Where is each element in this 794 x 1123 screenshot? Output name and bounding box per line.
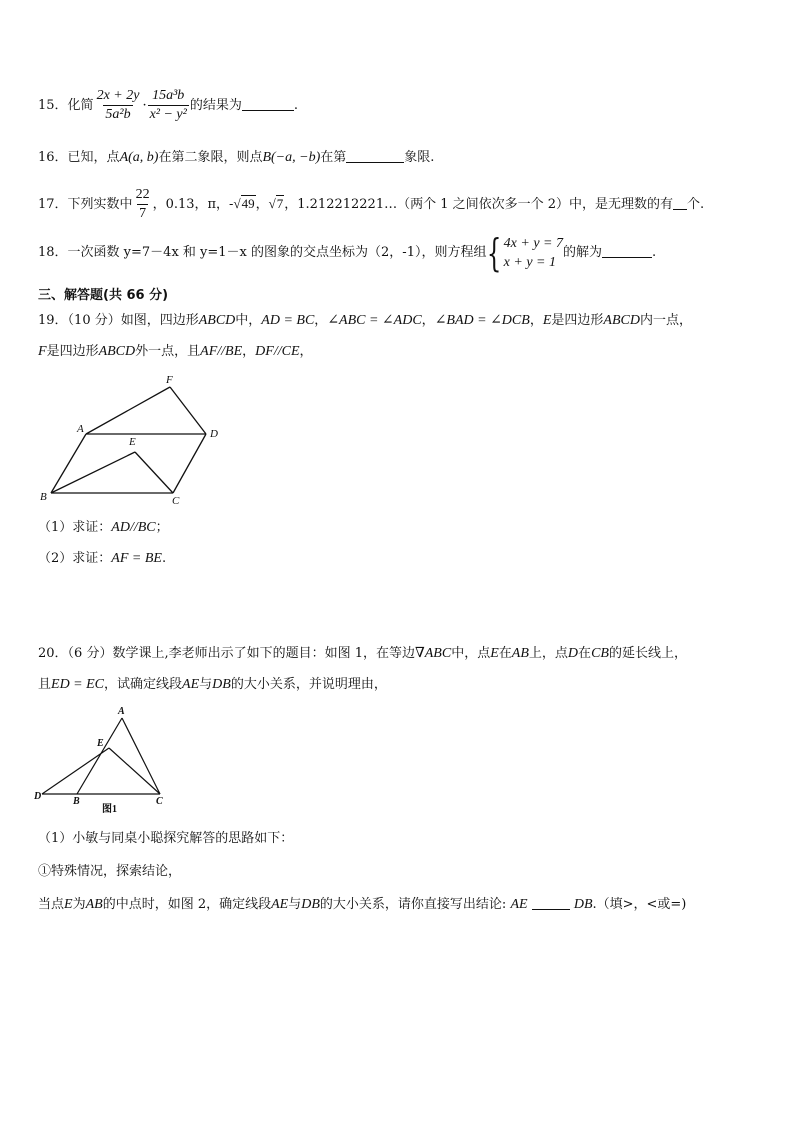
- edge-df: [170, 387, 206, 434]
- question-text: （1）求证：: [38, 520, 112, 535]
- question-19-part-2: [38, 549, 166, 569]
- question-text: 在: [498, 646, 512, 661]
- math: ∠BAD = ∠DCB: [434, 313, 530, 328]
- math: E: [64, 897, 73, 912]
- question-text: 在第: [320, 150, 347, 165]
- label-d: D: [34, 791, 42, 802]
- question-text: 个.: [687, 197, 705, 212]
- question-text: 19．（10 分）如图，四边形: [38, 313, 199, 328]
- question-number: 16．: [38, 150, 68, 165]
- question-number: 17．: [38, 197, 68, 212]
- question-20-line-2: [38, 675, 387, 695]
- sqrt-49: √49: [233, 196, 255, 211]
- figure-20-triangle: [34, 704, 174, 814]
- edge-ce: [135, 452, 173, 493]
- question-number: 18．: [38, 245, 68, 260]
- separator: ；: [155, 520, 169, 535]
- separator: ，: [421, 313, 435, 328]
- question-20-line-3: [38, 895, 686, 915]
- figure-caption: 图1: [102, 804, 117, 814]
- question-text: 的中点时，如图 2，确定线段: [102, 897, 272, 912]
- math: AE: [271, 897, 289, 912]
- math: D: [567, 646, 579, 661]
- edge-de: [42, 748, 109, 794]
- math: DB: [212, 677, 231, 692]
- point-a: A(a, b): [119, 150, 159, 165]
- separator: ，: [255, 197, 269, 212]
- period: .: [652, 245, 657, 260]
- answer-blank[interactable]: [532, 895, 570, 910]
- separator: ，: [314, 313, 328, 328]
- math: ∠ABC = ∠ADC: [327, 313, 422, 328]
- question-text: 在: [578, 646, 592, 661]
- edge-ab: [77, 718, 122, 794]
- fraction-22-7: [134, 187, 152, 222]
- math: AE: [182, 677, 200, 692]
- separator: ，: [242, 344, 256, 359]
- question-text: 中，: [235, 313, 262, 328]
- question-text: 当点: [38, 897, 65, 912]
- figure-19-quadrilateral: [34, 372, 234, 507]
- question-text: 下列实数中: [67, 197, 133, 212]
- fraction-2: [148, 88, 189, 123]
- label-a: A: [118, 706, 125, 717]
- question-text: 外一点，且: [135, 344, 201, 359]
- fraction-denominator: 5a²b: [105, 107, 131, 122]
- question-text: 象限.: [404, 150, 435, 165]
- math: F: [38, 344, 47, 359]
- point-b: B(−a, −b): [262, 150, 321, 165]
- label-a: A: [77, 423, 84, 435]
- math: ED = EC: [51, 677, 105, 692]
- math: ABCD: [198, 313, 236, 328]
- math: ABCD: [98, 344, 136, 359]
- label-f: F: [166, 374, 173, 386]
- brace-icon: {: [487, 230, 502, 275]
- math: ABCD: [603, 313, 640, 328]
- math: AB: [85, 897, 103, 912]
- question-text: 的延长线上，: [608, 646, 687, 661]
- question-text: 中，点: [451, 646, 491, 661]
- question-text: 是四边形: [551, 313, 604, 328]
- question-17: [38, 186, 704, 223]
- answer-blank[interactable]: [602, 243, 652, 258]
- math: AD//BC: [111, 520, 156, 535]
- fraction-denominator: 7: [139, 206, 147, 221]
- question-text: 在第二象限，则点: [158, 150, 263, 165]
- question-text: 与: [288, 897, 302, 912]
- question-19-line-2: [38, 342, 313, 362]
- label-e: E: [97, 738, 104, 749]
- label-b: B: [40, 491, 47, 503]
- radicand: 49: [241, 196, 255, 211]
- fraction-numerator: 22: [135, 187, 150, 202]
- question-16: [38, 148, 434, 168]
- answer-blank[interactable]: [673, 195, 687, 210]
- question-20-step-1: [38, 862, 181, 882]
- period: .: [161, 551, 167, 566]
- number-list: ，1.212212221…（两个 1 之间依次多一个 2）中，是无理数的有: [284, 197, 674, 212]
- math: CB: [591, 646, 609, 661]
- edge-ac: [122, 718, 160, 794]
- edge-af: [86, 387, 170, 434]
- question-20-line-1: [38, 644, 687, 664]
- math: DB: [301, 897, 320, 912]
- question-text: 的大小关系，请你直接写出结论:: [319, 897, 507, 912]
- math: DB: [573, 897, 593, 912]
- math: DF//CE: [255, 344, 300, 359]
- question-text: 内一点，: [639, 313, 692, 328]
- question-text: ，试确定线段: [104, 677, 183, 692]
- radicand: 7: [276, 196, 284, 211]
- math: E: [490, 646, 499, 661]
- fraction-numerator: 15a³b: [152, 88, 185, 103]
- math: ∇ABC: [414, 646, 452, 661]
- fraction-denominator: x² − y²: [149, 107, 187, 122]
- question-text: 已知，点: [67, 150, 120, 165]
- question-text: .（填>，<或=): [592, 897, 687, 912]
- question-text: （1）小敏与同桌小聪探究解答的思路如下：: [38, 831, 294, 846]
- question-text: 的结果为: [189, 98, 242, 113]
- label-c: C: [172, 495, 180, 507]
- number-list: ，0.13，π，-: [152, 197, 234, 212]
- question-text: 化简: [67, 98, 94, 113]
- label-d: D: [210, 428, 218, 440]
- edge-ec: [109, 748, 160, 794]
- question-20-part-1: [38, 829, 293, 849]
- label-e: E: [129, 436, 136, 448]
- question-text: 的大小关系，并说明理由，: [230, 677, 387, 692]
- question-text: 20．（6 分）数学课上,李老师出示了如下的题目：如图 1，在等边: [38, 646, 415, 661]
- question-text: （2）求证：: [38, 551, 112, 566]
- multiply-dot: ·: [142, 98, 147, 113]
- question-text: 上，点: [528, 646, 568, 661]
- math: AF//BE: [200, 344, 243, 359]
- section-heading: 三、解答题(共 66 分): [38, 288, 169, 303]
- question-text: 是四边形: [46, 344, 99, 359]
- question-text: 且: [38, 677, 52, 692]
- math: AD = BC: [261, 313, 315, 328]
- question-text: 的解为: [562, 245, 602, 260]
- label-c: C: [156, 796, 163, 807]
- equation-1: 4x + y = 7: [503, 235, 563, 251]
- question-text: 与: [199, 677, 213, 692]
- question-18: [38, 232, 656, 274]
- edge-cd: [173, 434, 206, 493]
- label-b: B: [73, 796, 80, 807]
- equation-system: [486, 230, 563, 275]
- answer-blank[interactable]: [242, 96, 294, 111]
- math: AB: [511, 646, 529, 661]
- question-number: 15．: [38, 98, 68, 113]
- question-19-part-1: [38, 518, 169, 538]
- sqrt-7: √7: [268, 196, 284, 211]
- separator: ，: [299, 344, 313, 359]
- question-19-line-1: [38, 311, 692, 331]
- math: AF = BE: [111, 551, 162, 566]
- question-15: [38, 88, 298, 124]
- answer-blank[interactable]: [346, 148, 404, 163]
- equation-2: x + y = 1: [503, 254, 556, 270]
- fraction-numerator: 2x + 2y: [96, 88, 140, 103]
- question-text: 为: [72, 897, 86, 912]
- math: AE: [510, 897, 528, 912]
- question-text: ①特殊情况，探索结论，: [38, 864, 182, 879]
- period: .: [293, 98, 299, 113]
- separator: ，: [529, 313, 543, 328]
- fraction-1: [95, 88, 142, 123]
- question-text: 一次函数 y=7－4x 和 y=1－x 的图象的交点坐标为（2，-1），则方程组: [67, 245, 487, 260]
- math: E: [542, 313, 552, 328]
